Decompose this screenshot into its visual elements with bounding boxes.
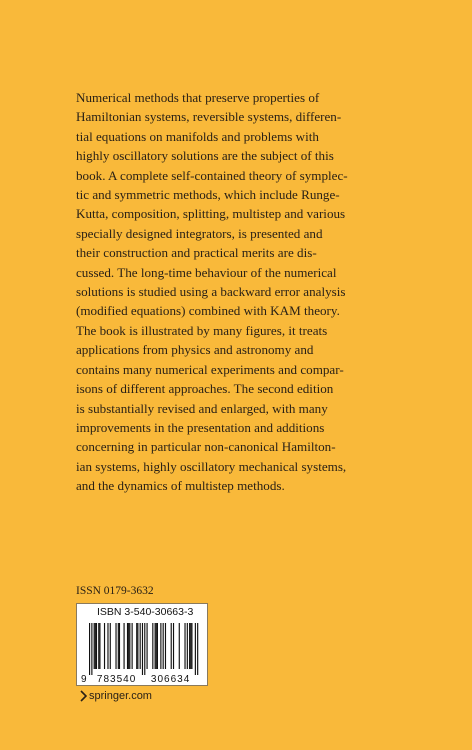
- barcode-bar: [156, 623, 157, 669]
- barcode-bar: [136, 623, 137, 669]
- barcode-bar: [171, 623, 172, 669]
- barcode-bar: [137, 623, 138, 669]
- barcode-bar: [91, 623, 92, 675]
- description-line: improvements in the presentation and additions: [76, 419, 325, 435]
- description-line: (modified equations) combined with KAM theory.: [76, 303, 340, 319]
- barcode-right-digits: 306634: [150, 674, 191, 685]
- barcode-bar: [107, 623, 108, 669]
- barcode-bar: [155, 623, 156, 669]
- description-line: cussed. The long-time behaviour of the numerical: [76, 264, 337, 280]
- issn-number: ISSN 0179-3632: [76, 585, 154, 597]
- description-line: Numerical methods that preserve properties of: [76, 90, 320, 105]
- barcode-bars: [89, 623, 198, 675]
- barcode-bar: [184, 623, 185, 669]
- barcode-bar: [173, 623, 174, 669]
- barcode-bar: [98, 623, 99, 669]
- description-line: Hamiltonian systems, reversible systems, differen-: [76, 109, 342, 125]
- barcode-bar: [115, 623, 116, 669]
- barcode-bar: [118, 623, 119, 669]
- barcode-bar: [165, 623, 166, 669]
- description-line: isons of different approaches. The second edition: [76, 381, 334, 397]
- barcode-bar: [94, 623, 95, 669]
- barcode-label: [76, 603, 208, 686]
- barcode-bar: [110, 623, 111, 669]
- barcode-bar: [191, 623, 192, 669]
- description-line: is substantially revised and enlarged, with many: [76, 400, 328, 416]
- barcode-bar: [142, 623, 143, 675]
- barcode-bar: [96, 623, 97, 669]
- barcode-bar: [152, 623, 153, 669]
- barcode-bar: [187, 623, 188, 669]
- description-line: and the dynamics of multistep methods.: [76, 478, 285, 494]
- description-line: tic and symmetric methods, which include Runge-: [76, 187, 340, 203]
- description-line: highly oscillatory solutions are the subject of this: [76, 148, 334, 164]
- description-line: The book is illustrated by many figures, it treats: [76, 322, 328, 338]
- barcode-left-digits: 783540: [96, 674, 137, 685]
- description-line: concerning in particular non-canonical Hamilton-: [76, 439, 336, 455]
- isbn-number: ISBN 3-540-30663-3: [97, 606, 194, 618]
- barcode-bar: [89, 623, 90, 675]
- description-line: their construction and practical merits are dis-: [76, 245, 317, 261]
- barcode-bar: [147, 623, 148, 669]
- barcode-bar: [129, 623, 130, 669]
- barcode-bar: [189, 623, 190, 669]
- barcode-graphic: [77, 621, 207, 685]
- barcode-bar: [99, 623, 100, 669]
- chevron-right-icon: [80, 690, 87, 702]
- description-line: tial equations on manifolds and problems with: [76, 128, 319, 144]
- barcode-bar: [144, 623, 145, 675]
- barcode-bar: [124, 623, 125, 669]
- barcode-bar: [195, 623, 196, 675]
- barcode-lead-digit: 9: [81, 674, 87, 685]
- barcode-bar: [128, 623, 129, 669]
- barcode-bar: [95, 623, 96, 669]
- description-line: specially designed integrators, is presented and: [76, 225, 323, 241]
- barcode-bar: [197, 623, 198, 675]
- barcode-bar: [104, 623, 105, 669]
- barcode-bar: [157, 623, 158, 669]
- description-line: contains many numerical experiments and compar-: [76, 361, 344, 377]
- barcode-bar: [179, 623, 180, 669]
- barcode-bar: [140, 623, 141, 669]
- description-line: book. A complete self-contained theory of symplec-: [76, 167, 348, 183]
- description-line: Kutta, composition, splitting, multistep and various: [76, 206, 346, 222]
- barcode-bar: [190, 623, 191, 669]
- description-line: applications from physics and astronomy and: [76, 342, 314, 358]
- barcode-bar: [132, 623, 133, 669]
- barcode-bar: [127, 623, 128, 669]
- publisher-name: springer.com: [89, 690, 152, 702]
- description-line: solutions is studied using a backward error analysis: [76, 284, 346, 300]
- barcode-bar: [163, 623, 164, 669]
- barcode-bar: [160, 623, 161, 669]
- description-line: ian systems, highly oscillatory mechanical systems,: [76, 458, 347, 474]
- book-description: [76, 88, 406, 496]
- publisher-link[interactable]: [80, 688, 152, 704]
- barcode-bar: [119, 623, 120, 669]
